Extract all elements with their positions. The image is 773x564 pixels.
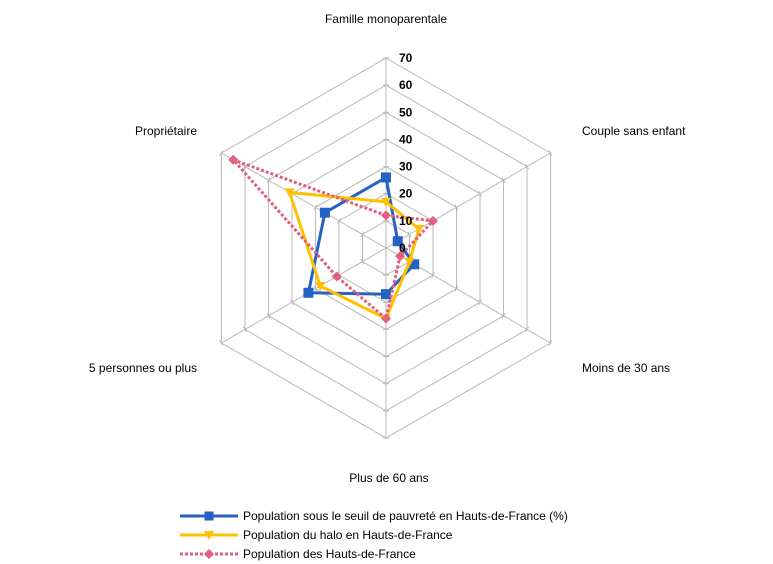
axis-label: Couple sans enfant (582, 124, 686, 138)
data-point-series-2 (381, 210, 391, 220)
data-point-series-0 (320, 208, 329, 217)
radar-series (228, 155, 438, 324)
data-point-series-0 (382, 173, 391, 182)
tick-label: 60 (399, 78, 413, 93)
tick-label: 30 (399, 159, 413, 174)
legend-label: Population sous le seuil de pauvreté en Hauts-de-France (%) (243, 509, 568, 523)
data-point-series-0 (304, 288, 313, 297)
tick-label: 40 (399, 132, 413, 147)
series-line-2 (233, 160, 433, 319)
axis-label: Propriétaire (134, 124, 197, 138)
legend-marker-2 (204, 549, 214, 559)
radial-tick-labels (399, 51, 413, 255)
axis-label: Plus de 60 ans (349, 471, 429, 485)
legend-label: Population des Hauts-de-France (243, 547, 416, 561)
data-point-series-1 (414, 225, 424, 234)
legend-label: Population du halo en Hauts-de-France (243, 528, 453, 542)
tick-label: 20 (399, 186, 413, 201)
tick-label: 50 (399, 105, 413, 120)
tick-label: 70 (399, 51, 413, 65)
axis-label: 5 personnes ou plus (88, 361, 197, 375)
data-point-series-0 (382, 290, 391, 299)
axis-label: Famille monoparentale (324, 12, 448, 26)
chart-legend (180, 509, 568, 561)
legend-marker-0 (205, 512, 214, 521)
tick-label: 0 (399, 241, 406, 255)
data-point-series-2 (332, 272, 342, 282)
axis-label: Moins de 30 ans (582, 361, 671, 375)
radar-spokes (220, 58, 552, 438)
tick-label: 10 (399, 213, 413, 228)
